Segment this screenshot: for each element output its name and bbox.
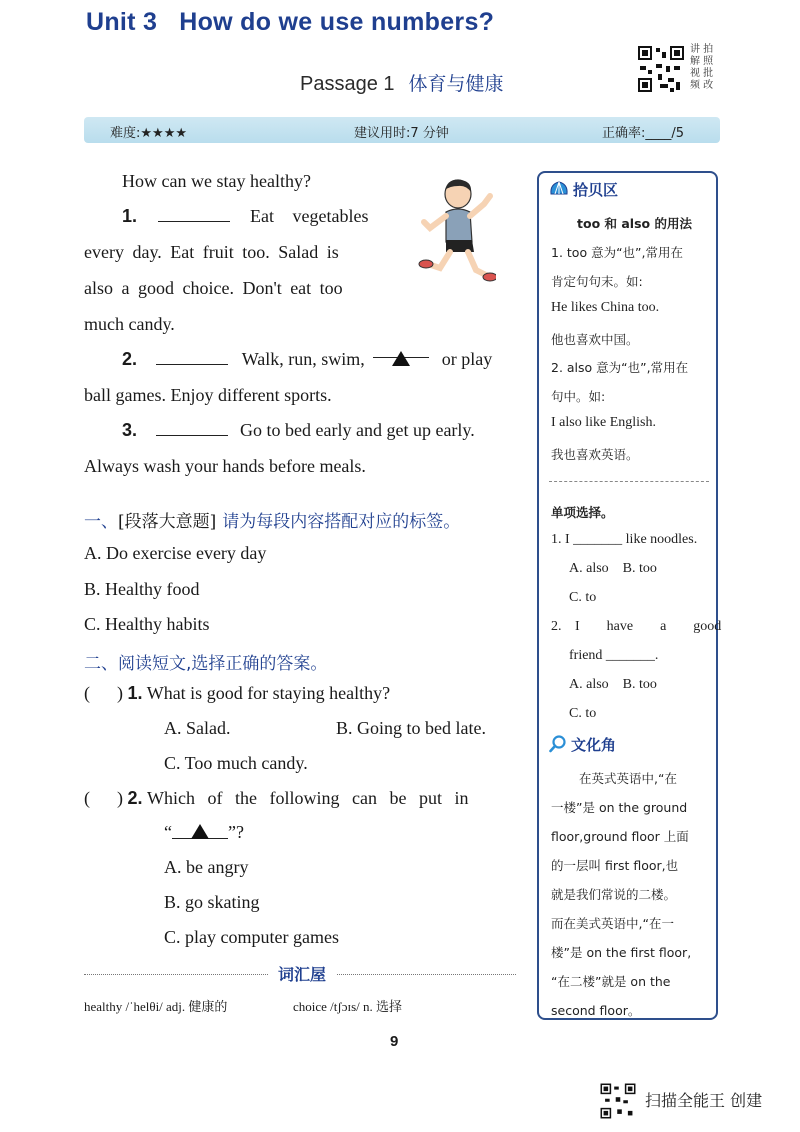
q2-option-a: A. be angry [164, 857, 249, 877]
answer-bracket[interactable]: ( ) [84, 788, 123, 808]
paragraph-text: Go to bed early and get up early. [240, 420, 475, 440]
paragraph-text: Eat vegetables [250, 206, 369, 226]
paragraph-1-line-4: much candy. [84, 314, 175, 334]
unit-title [86, 8, 494, 37]
triangle-blank [172, 822, 228, 839]
label-blank[interactable] [158, 205, 230, 222]
vocab-item-healthy: healthy /ˈhelθi/ adj. 健康的 [84, 999, 228, 1014]
q1-option-a: A. Salad. [164, 718, 231, 738]
sidebar-panel [537, 171, 722, 1020]
culture-line: 的一层叫 first floor,也 [551, 858, 679, 873]
rule-line: 句中。如: [551, 389, 606, 404]
paragraph-1-line-3: also a good choice. Don't eat too [84, 278, 343, 298]
label-option-c: C. Healthy habits [84, 614, 210, 634]
culture-line: floor,ground floor 上面 [551, 829, 689, 844]
magnifier-icon [549, 735, 567, 753]
label-option-a: A. Do exercise every day [84, 543, 267, 563]
triangle-icon [392, 351, 410, 366]
question-1 [84, 683, 390, 704]
unit-name: How do we use numbers? [179, 8, 495, 36]
paragraph-number: 2. [122, 349, 138, 369]
passage-topic: 体育与健康 [408, 73, 504, 95]
question-number: 2. [127, 788, 143, 808]
section-instruction: 请为每段内容搭配对应的标签。 [222, 512, 461, 532]
example-line: I also like English. [551, 415, 656, 430]
culture-line: 就是我们常说的二楼。 [551, 887, 677, 902]
exercise-2-option-c: C. to [569, 706, 597, 721]
sidebar-heading: 文化角 [570, 736, 616, 754]
running-boy-illustration [418, 176, 496, 286]
example-translation: 我也喜欢英语。 [551, 447, 639, 462]
culture-line: 而在美式英语中,“在一 [551, 916, 674, 931]
difficulty-label: 难度:★★★★ [110, 126, 187, 141]
paragraph-text: or play [441, 349, 493, 369]
section-number: 一、 [84, 512, 118, 532]
rule-line: 2. also 意为“也”,常用在 [551, 360, 689, 375]
culture-line: second floor。 [551, 1003, 641, 1018]
quote-mark: “ [164, 822, 172, 842]
exercise-1: 1. I _______ like noodles. [551, 532, 698, 547]
accuracy-field: 正确率:____/5 [602, 126, 685, 141]
sidebar-subtitle: too 和 also 的用法 [577, 216, 692, 231]
scanner-watermark: 扫描全能王 创建 [645, 1091, 763, 1110]
paragraph-text: Walk, run, swim, [241, 349, 365, 369]
qr-caption: 讲 拍 解 照 视 批 频 改 [690, 44, 714, 91]
q1-option-b: B. Going to bed late. [336, 718, 486, 738]
sidebar-title-culture [549, 734, 616, 755]
quote-mark: ”? [228, 822, 244, 842]
rule-line: 肯定句句末。如: [551, 274, 643, 289]
passage-label: Passage 1 [300, 73, 395, 95]
label-blank[interactable] [156, 419, 228, 436]
example-translation: 他也喜欢中国。 [551, 332, 639, 347]
paragraph-1-line-2: every day. Eat fruit too. Salad is [84, 242, 339, 262]
exercise-title: 单项选择。 [551, 505, 614, 520]
exercise-1-options: A. also B. too [569, 561, 657, 576]
paragraph-3-line-1 [122, 412, 475, 448]
question-2 [84, 788, 468, 809]
paragraph-3-line-2: Always wash your hands before meals. [84, 456, 366, 476]
q2-option-c: C. play computer games [164, 927, 339, 947]
culture-line: 楼”是 on the first floor, [551, 945, 692, 960]
culture-line: 在英式英语中,“在 [579, 771, 677, 786]
section-tag: [段落大意题] [118, 512, 217, 532]
vocab-title: 词汇屋 [268, 962, 336, 985]
qr-code-icon[interactable] [599, 1082, 637, 1120]
page-number: 9 [390, 1033, 399, 1050]
suggested-time: 建议用时:7 分钟 [354, 126, 449, 141]
label-blank[interactable] [156, 348, 228, 365]
triangle-blank[interactable] [373, 341, 429, 358]
triangle-icon [191, 824, 209, 839]
culture-line: “在二楼”就是 on the [551, 974, 671, 989]
exercise-2-options: A. also B. too [569, 677, 657, 692]
question-number: 1. [127, 683, 143, 703]
info-bar [84, 117, 720, 143]
qr-code-icon[interactable] [636, 44, 686, 94]
section-2-heading: 二、阅读短文,选择正确的答案。 [84, 654, 328, 674]
passage-title [300, 69, 504, 96]
q2-option-b: B. go skating [164, 892, 260, 912]
passage-question: How can we stay healthy? [122, 171, 311, 191]
question-text: Which of the following can be put in [147, 788, 469, 808]
exercise-1-option-c: C. to [569, 590, 597, 605]
section-1-heading [84, 507, 460, 532]
shell-icon [549, 180, 569, 198]
paragraph-1-line-1 [122, 198, 368, 234]
paragraph-2-line-2: ball games. Enjoy different sports. [84, 385, 332, 405]
paragraph-2-line-1 [122, 341, 492, 377]
sidebar-divider [549, 481, 709, 482]
question-text: What is good for staying healthy? [146, 683, 391, 703]
answer-bracket[interactable]: ( ) [84, 683, 123, 703]
vocab-item-choice: choice /tʃɔɪs/ n. 选择 [293, 999, 403, 1014]
paragraph-number: 1. [122, 206, 138, 226]
exercise-2-cont: friend _______. [569, 648, 659, 663]
rule-line: 1. too 意为“也”,常用在 [551, 245, 683, 260]
q1-option-c: C. Too much candy. [164, 753, 308, 773]
label-option-b: B. Healthy food [84, 579, 200, 599]
question-2-blank-line [164, 822, 244, 843]
unit-label: Unit 3 [86, 8, 158, 36]
culture-line: 一楼”是 on the ground [551, 800, 688, 815]
paragraph-number: 3. [122, 420, 138, 440]
example-line: He likes China too. [551, 300, 660, 315]
exercise-2: 2. I have a good [551, 619, 722, 634]
sidebar-heading: 拾贝区 [572, 181, 618, 199]
sidebar-title-shells [549, 179, 618, 200]
